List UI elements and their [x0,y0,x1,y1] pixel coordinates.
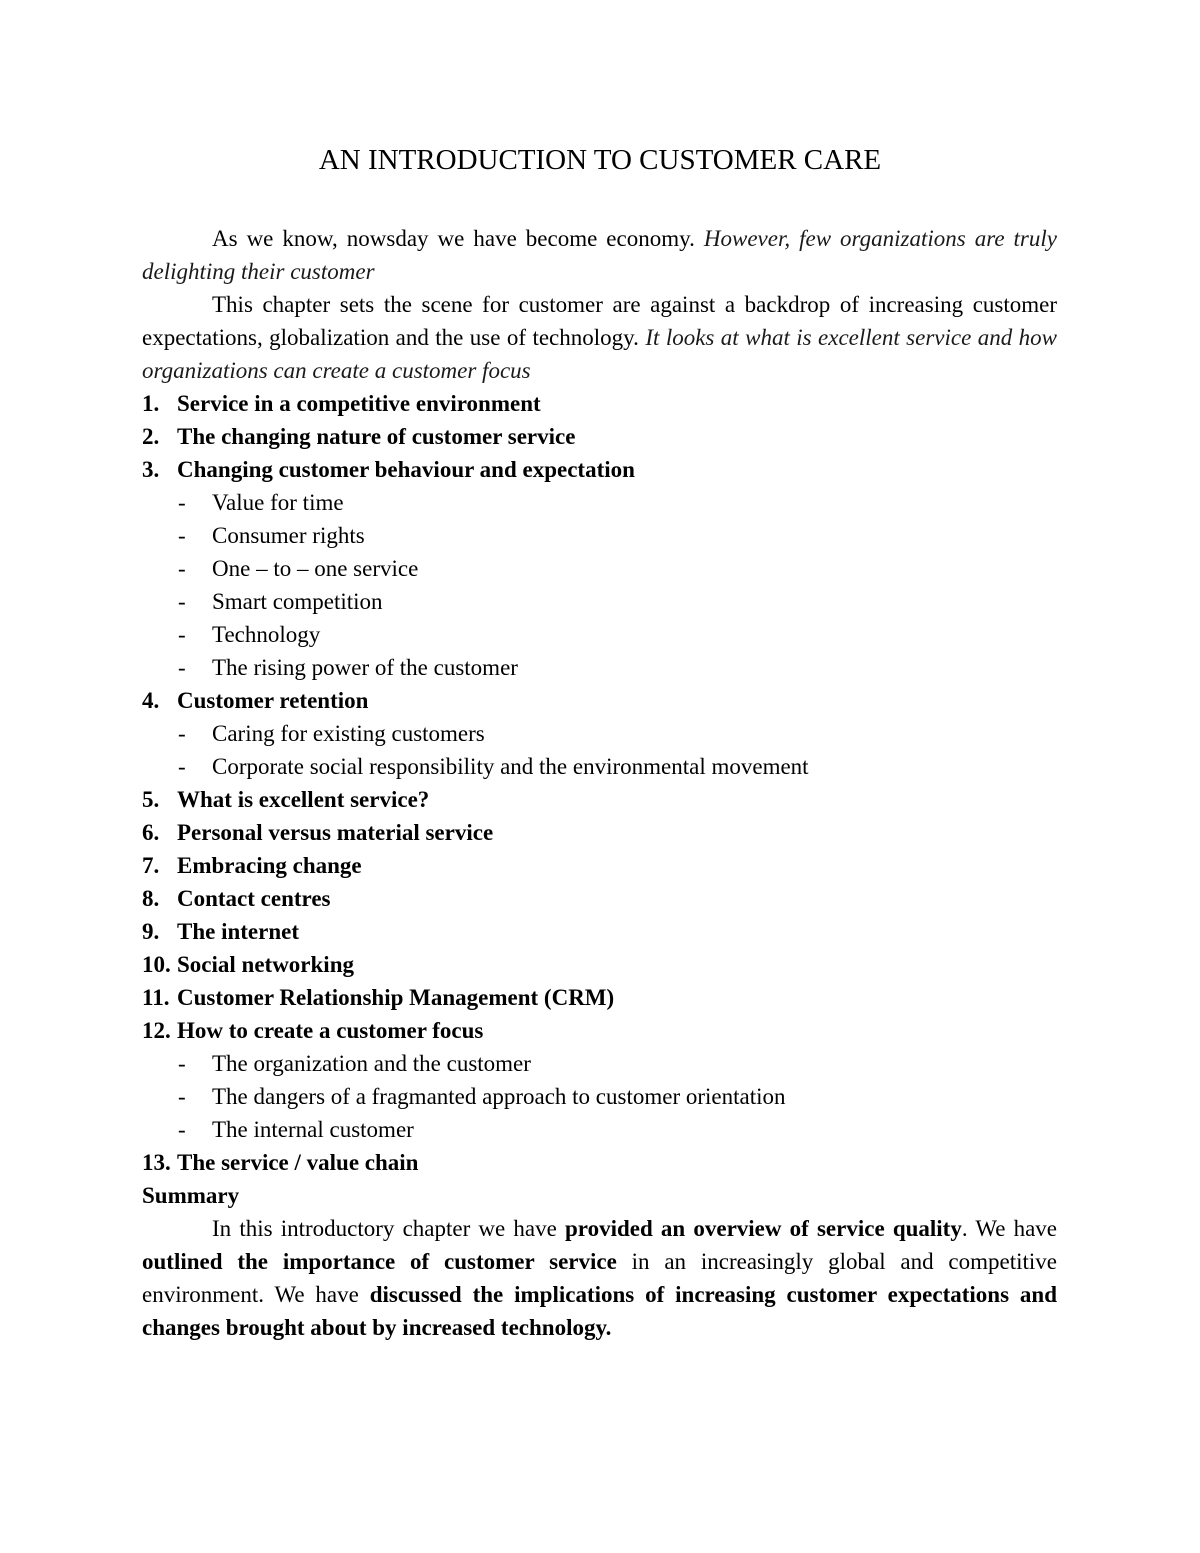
subitem-text: The organization and the customer [212,1051,531,1076]
section-number: 4. [142,688,160,713]
section-title: Customer Relationship Management (CRM) [177,985,615,1010]
section-title: Embracing change [177,853,362,878]
summary-bold-text: discussed the implications of increasing customer expectations and changes brought about by increased technology. [142,1282,1057,1340]
section-title: Changing customer behaviour and expectation [177,457,635,482]
section-item [142,387,1057,420]
section-number: 8. [142,886,160,911]
intro-paragraph [142,222,1057,288]
section-title: The changing nature of customer service [177,424,576,449]
section-item [142,981,1057,1014]
summary-text: . We have [961,1216,1057,1241]
subitem-text: Smart competition [212,589,383,614]
subitem [142,585,1057,618]
section-title: Social networking [177,952,354,977]
summary-paragraph [142,1212,1057,1344]
subitem-list [142,1047,1057,1146]
section-title: The internet [177,919,300,944]
dash-bullet-icon: - [178,754,186,779]
subitem-text: Caring for existing customers [212,721,485,746]
subitem [142,552,1057,585]
section-item [142,948,1057,981]
section-number: 6. [142,820,160,845]
dash-bullet-icon: - [178,1084,186,1109]
section-number: 12. [142,1018,171,1043]
section-title: Customer retention [177,688,369,713]
section-title: The service / value chain [177,1150,419,1175]
section-number: 2. [142,424,160,449]
summary-text: in an increasingly global and competitive environment. We have [142,1249,1058,1307]
subitem-text: Corporate social responsibility and the environmental movement [212,754,809,779]
subitem [142,750,1057,783]
subitem-text: The rising power of the customer [212,655,518,680]
summary-text: In this introductory chapter we have [212,1216,565,1241]
section-title: Personal versus material service [177,820,494,845]
section-item [142,453,1057,486]
section-number: 13. [142,1150,171,1175]
subitem [142,618,1057,651]
intro-italic-text: It looks at what is excellent service and how organizations can create a customer focus [142,325,1057,383]
section-list [142,387,1057,1179]
subitem-text: One – to – one service [212,556,419,581]
subitem-group [142,717,1057,783]
dash-bullet-icon: - [178,1051,186,1076]
subitem-group [142,1047,1057,1146]
section-title: What is excellent service? [177,787,430,812]
dash-bullet-icon: - [178,721,186,746]
dash-bullet-icon: - [178,490,186,515]
dash-bullet-icon: - [178,556,186,581]
section-number: 11. [142,985,170,1010]
dash-bullet-icon: - [178,1117,186,1142]
section-number: 7. [142,853,160,878]
section-number: 10. [142,952,171,977]
section-item [142,684,1057,717]
section-title: Contact centres [177,886,331,911]
subitem [142,486,1057,519]
page-title: AN INTRODUCTION TO CUSTOMER CARE [318,144,882,176]
summary-bold-text: provided an overview of service quality [564,1216,962,1241]
subitem [142,651,1057,684]
intro-text: As we know, nowsday we have become economy. [212,226,704,251]
dash-bullet-icon: - [178,523,186,548]
section-item [142,420,1057,453]
section-title: Service in a competitive environment [177,391,541,416]
subitem [142,717,1057,750]
section-item [142,915,1057,948]
section-item [142,882,1057,915]
section-item [142,1014,1057,1047]
subitem-text: The internal customer [212,1117,414,1142]
section-number: 9. [142,919,160,944]
subitem [142,1113,1057,1146]
summary-heading: Summary [142,1183,240,1208]
subitem-text: Value for time [212,490,344,515]
section-number: 5. [142,787,160,812]
section-title: How to create a customer focus [177,1018,484,1043]
subitem-text: Consumer rights [212,523,365,548]
intro-italic-text: However, few organizations are truly delighting their customer [142,226,1057,284]
section-item [142,816,1057,849]
subitem-list [142,486,1057,684]
dash-bullet-icon: - [178,622,186,647]
subitem [142,1080,1057,1113]
dash-bullet-icon: - [178,655,186,680]
section-item [142,849,1057,882]
section-number: 1. [142,391,160,416]
intro-paragraph [142,288,1057,387]
document-body [142,222,1057,1344]
subitem-group [142,486,1057,684]
dash-bullet-icon: - [178,589,186,614]
subitem [142,519,1057,552]
subitem-text: Technology [212,622,321,647]
subitem [142,1047,1057,1080]
section-number: 3. [142,457,160,482]
section-item [142,1146,1057,1179]
subitem-text: The dangers of a fragmanted approach to customer orientation [212,1084,786,1109]
summary-bold-text: outlined the importance of customer service [142,1249,617,1274]
section-item [142,783,1057,816]
subitem-list [142,717,1057,783]
intro-text: This chapter sets the scene for customer are against a backdrop of increasing customer expectations, globalization and the use of technology. [142,292,1057,350]
intro-section [142,222,1057,387]
